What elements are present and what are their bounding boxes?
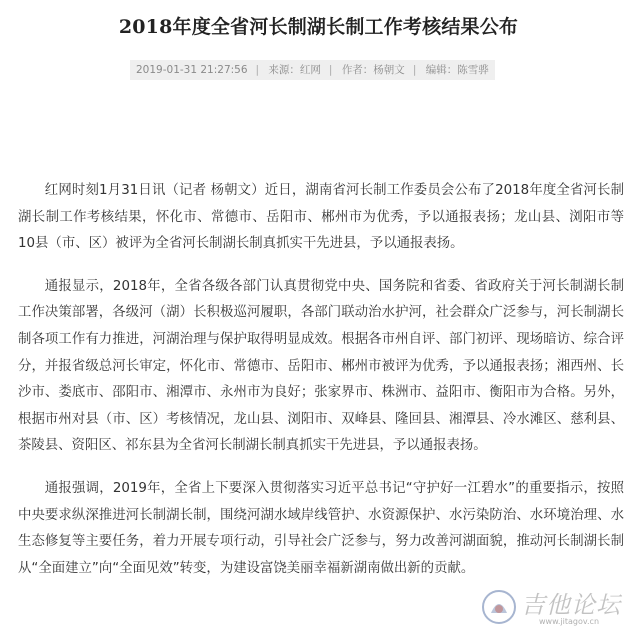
watermark-logo-icon bbox=[481, 589, 517, 625]
meta-separator: | bbox=[412, 64, 417, 76]
meta-separator: | bbox=[328, 64, 333, 76]
article-body bbox=[18, 178, 624, 598]
article-title: 2018年度全省河长制湖长制工作考核结果公布 bbox=[118, 16, 519, 38]
site-watermark bbox=[481, 583, 631, 631]
meta-separator: | bbox=[255, 64, 260, 76]
article-paragraph: 红网时刻1月31日讯（记者 杨朝文）近日，湖南省河长制工作委员会公布了2018年度全省河长制湖长制工作考核结果，怀化市、常德市、岳阳市、郴州市为优秀，予以通报表扬；龙山县、浏阳市等10县（市、区）被评为全省河长制湖长制真抓实干先进县，予以通报表扬。 bbox=[18, 183, 624, 252]
article-paragraph: 通报显示，2018年，全省各级各部门认真贯彻党中央、国务院和省委、省政府关于河长制湖长制工作决策部署，各级河（湖）长积极巡河履职，各部门联动治水护河，社会群众广泛参与，河长制湖长制各项工作有力推进，河湖治理与保护取得明显成效。根据各市州自评、部门初评、现场暗访、综合评分，并报省级总河长审定，怀化市、常德市、岳阳市、郴州市被评为优秀，予以通报表扬；湘西州、长沙市、娄底市、邵阳市、湘潭市、永州市为良好；张家界市、株洲市、益阳市、衡阳市为合格。另外，根据市州对县（市、区）考核情况，龙山县、浏阳市、双峰县、隆回县、湘潭县、冷水滩区、慈利县、茶陵县、资阳区、祁东县为全省河长制湖长制真抓实干先进县，予以通报表扬。 bbox=[18, 278, 624, 454]
article-meta-bar bbox=[130, 60, 495, 80]
watermark-url: www.jitagov.cn bbox=[539, 617, 600, 626]
publish-datetime: 2019-01-31 21:27:56 bbox=[136, 64, 248, 76]
article-editor: 编辑：陈雪骅 bbox=[425, 64, 489, 76]
article-paragraph: 通报强调，2019年，全省上下要深入贯彻落实习近平总书记“守护好一江碧水”的重要指示，按照中央要求纵深推进河长制湖长制，围绕河湖水域岸线管护、水资源保护、水污染防治、水环境治理、水生态修复等主要任务，着力开展专项行动，引导社会广泛参与，努力改善河湖面貌，推动河长制湖长制从“全面建立”向“全面见效”转变，为建设富饶美丽幸福新湖南做出新的贡献。 bbox=[18, 480, 624, 576]
article-source: 来源：红网 bbox=[268, 64, 321, 76]
watermark-text: 吉他论坛 bbox=[521, 591, 621, 619]
article-author: 作者：杨朝文 bbox=[341, 64, 405, 76]
